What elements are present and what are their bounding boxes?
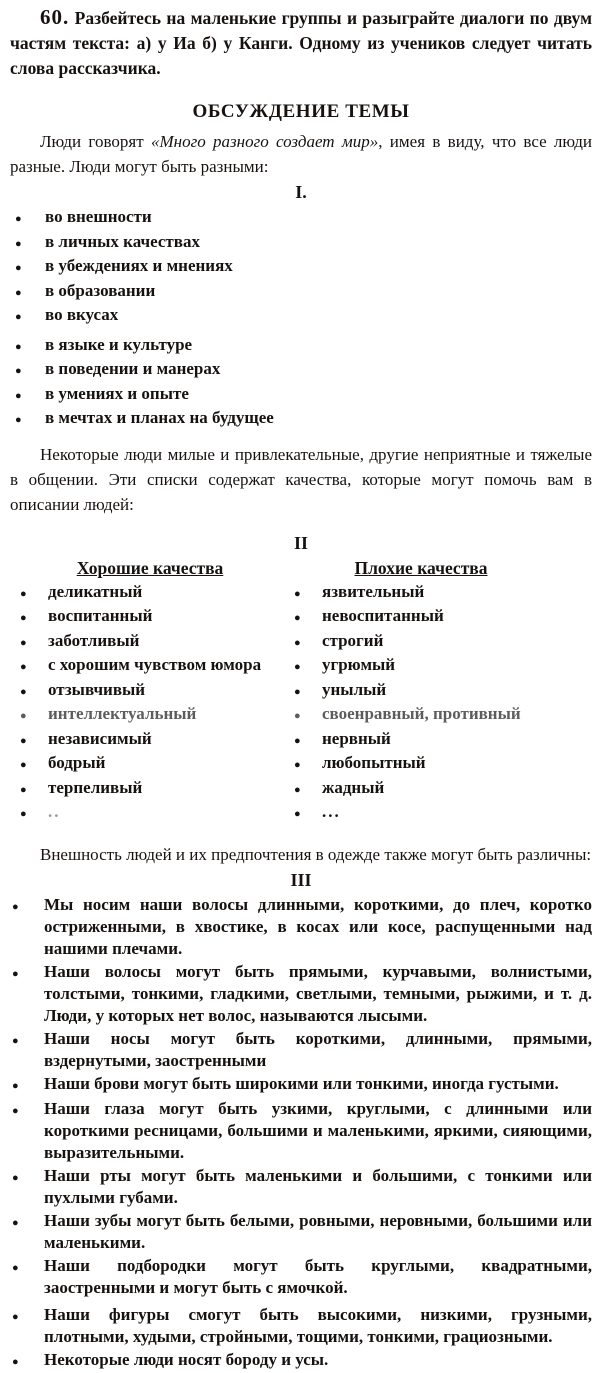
list-item-label: Наши зубы могут быть белыми, ровными, неровными, большими или маленькими. (44, 1210, 592, 1252)
list-item-label: в личных качествах (45, 231, 200, 251)
bullet-icon: ● (294, 661, 301, 673)
list-item (10, 679, 290, 704)
intro-pre: Люди говорят (40, 132, 151, 151)
list-item-label: во внешности (45, 207, 152, 226)
list-item (290, 581, 552, 606)
list-item (290, 752, 552, 777)
bad-qualities-column (290, 557, 552, 826)
list-item (10, 894, 592, 960)
bad-qualities-list (290, 581, 552, 826)
roman-numeral-2: II (293, 532, 308, 553)
bullet-icon: ● (294, 783, 301, 796)
list-item-label: в языке и культуре (45, 334, 193, 354)
list-item (10, 231, 592, 256)
intro-quote: «Много разного создает мир» (150, 132, 379, 151)
list-item (10, 703, 290, 728)
list-item (10, 654, 290, 679)
list-item-label: Наши брови могут быть широкими или тонкими, иногда густыми. (44, 1073, 559, 1093)
roman-numeral-1: I. (295, 182, 307, 202)
bullet-icon: ● (15, 311, 22, 323)
good-qualities-column (10, 557, 290, 826)
list-item (10, 383, 592, 408)
list-item-label: .. (48, 802, 61, 821)
list-item-label: унылый (322, 679, 387, 699)
bullet-icon: ● (294, 612, 301, 624)
qualities-columns (10, 557, 592, 826)
list-item (10, 206, 592, 231)
bullet-icon: ● (20, 612, 27, 624)
bullet-icon: ● (20, 759, 27, 771)
bullet-icon: ● (12, 1261, 19, 1274)
list-item-label: интеллектуальный (48, 704, 197, 723)
bullet-icon: ● (15, 365, 22, 377)
bullet-icon: ● (20, 685, 27, 698)
bullet-icon: ● (12, 1079, 19, 1092)
bullet-icon: ● (294, 734, 301, 747)
roman-numeral-3: III (290, 869, 312, 890)
list-item-label: бодрый (48, 753, 106, 772)
list-item (10, 961, 592, 1027)
bullet-icon: ● (20, 587, 27, 600)
list-item-label: невоспитанный (322, 606, 444, 625)
list-item-label: язвительный (322, 581, 425, 601)
bullet-icon: ● (12, 1216, 19, 1229)
list-item-label: с хорошим чувством юмора (48, 655, 262, 674)
appearance-intro-paragraph: Внешность людей и их предпочтения в одежде также могут быть различны: (40, 844, 592, 864)
bullet-icon: ● (12, 1355, 19, 1368)
list-item (290, 801, 552, 826)
list-item (10, 1028, 592, 1072)
bullet-icon: ● (15, 414, 22, 426)
bullet-icon: ● (12, 1034, 19, 1047)
list-item (10, 358, 592, 383)
bullet-icon: ● (20, 661, 27, 673)
good-qualities-list (10, 581, 290, 826)
exercise-number: 60. (40, 5, 70, 29)
list-item-label: Некоторые люди носят бороду и усы. (44, 1349, 329, 1369)
bullet-icon: ● (294, 710, 301, 722)
list-item-label: независимый (48, 728, 152, 748)
list-item-label: терпеливый (48, 777, 143, 797)
list-item-label: деликатный (48, 581, 143, 601)
list-item (290, 777, 552, 802)
list-item-label: Наши волосы могут быть прямыми, курчавыми, волнистыми, толстыми, тонкими, гладкими, светлыми, темными, рыжими, и т. д. Люди, у которых нет волос, называются лысыми. (44, 961, 592, 1025)
list-item-label: отзывчивый (48, 679, 146, 699)
bullet-icon: ● (15, 237, 22, 250)
list-item (10, 1255, 592, 1299)
list-item (10, 255, 592, 280)
list-item (10, 1165, 592, 1209)
bullet-icon: ● (12, 1310, 19, 1323)
list-item-label: Наши глаза могут быть узкими, круглыми, с длинными или короткими ресницами, большими и маленькими, яркими, сияющими, выразительными. (44, 1098, 592, 1162)
list-item-label: строгий (322, 630, 384, 650)
list-item (10, 1210, 592, 1254)
list-item (10, 581, 290, 606)
bad-qualities-header: Плохие качества (354, 557, 488, 578)
list-item (290, 654, 552, 679)
list-item (10, 801, 290, 826)
bullet-icon: ● (15, 262, 22, 274)
list-item-label: заботливый (48, 630, 140, 650)
list-item (10, 1073, 592, 1097)
bullet-icon: ● (12, 900, 19, 913)
bullet-icon: ● (294, 685, 301, 698)
list-item-label: Наши фигуры смогут быть высокими, низкими, грузными, плотными, худыми, стройными, тощими, тонкими, грациозными. (44, 1304, 592, 1346)
list-item-label: ... (322, 802, 341, 821)
bullet-icon: ● (20, 783, 27, 796)
list-item (10, 1304, 592, 1348)
list-item (10, 280, 592, 305)
list-item-label: любопытный (322, 753, 426, 772)
bullet-icon: ● (294, 587, 301, 600)
list-item-label: своенравный, противный (322, 704, 521, 723)
good-qualities-header: Хорошие качества (76, 557, 224, 578)
differences-list (10, 206, 592, 432)
bullet-icon: ● (15, 213, 22, 225)
list-item-label: в мечтах и планах на будущее (45, 408, 274, 427)
bullet-icon: ● (12, 1171, 19, 1184)
list-item (290, 728, 552, 753)
appearance-list (10, 894, 592, 1373)
list-item-label: во вкусах (45, 305, 119, 324)
bullet-icon: ● (15, 286, 22, 299)
bullet-icon: ● (294, 636, 301, 649)
exercise-text: Разбейтесь на маленькие группы и разыграйте диалоги по двум частям текста: а) у Иа б) у Канги. Одному из учеников следует читать слова рассказчика. (10, 8, 592, 78)
list-item-label: Мы носим наши волосы длинными, короткими, до плеч, коротко остриженными, в хвостике, в косах или косе, распущенными над нашими плечами. (44, 894, 592, 958)
list-item (10, 1098, 592, 1164)
list-item-label: жадный (322, 777, 385, 797)
list-item (290, 679, 552, 704)
list-item-label: Наши носы могут быть короткими, длинными, прямыми, вздернутыми, заостренными (44, 1028, 592, 1070)
list-item-label: Наши подбородки могут быть круглыми, квадратными, заостренными и могут быть с ямочкой. (44, 1255, 592, 1297)
bullet-icon: ● (294, 759, 301, 771)
qualities-intro-paragraph: Некоторые люди милые и привлекательные, другие неприятные и тяжелые в общении. Эти списки содержат качества, которые могут помочь вам в описании людей: (10, 444, 592, 514)
list-item-label: в образовании (45, 280, 156, 300)
list-item-label: Наши рты могут быть маленькими и большими, с тонкими или пухлыми губами. (44, 1165, 592, 1207)
intro-paragraph (10, 129, 592, 179)
list-item (10, 752, 290, 777)
list-item (10, 630, 290, 655)
list-item-label: угрюмый (322, 655, 396, 674)
list-item (10, 407, 592, 432)
list-item-label: в убеждениях и мнениях (45, 256, 233, 275)
bullet-icon: ● (20, 710, 27, 722)
bullet-icon: ● (20, 636, 27, 649)
list-item-label: воспитанный (48, 606, 153, 625)
bullet-icon: ● (294, 808, 301, 820)
bullet-icon: ● (15, 340, 22, 353)
topic-heading: ОБСУЖДЕНИЕ ТЕМЫ (192, 101, 410, 122)
exercise-paragraph (10, 5, 592, 81)
list-item-label: в умениях и опыте (45, 383, 189, 403)
intro-post: , имея в виду, что все люди разные. Люди могут быть разными: (10, 132, 593, 176)
list-item (290, 605, 552, 630)
list-item-label: нервный (322, 728, 391, 748)
bullet-icon: ● (12, 967, 19, 980)
list-item (10, 334, 592, 359)
list-item (10, 728, 290, 753)
bullet-icon: ● (15, 389, 22, 402)
list-item (290, 703, 552, 728)
bullet-icon: ● (20, 734, 27, 747)
list-item (10, 304, 592, 329)
bullet-icon: ● (20, 808, 27, 820)
list-item (10, 1349, 592, 1373)
list-item-label: в поведении и манерах (45, 359, 221, 378)
list-item (290, 630, 552, 655)
bullet-icon: ● (12, 1104, 19, 1117)
list-item (10, 605, 290, 630)
list-item (10, 777, 290, 802)
